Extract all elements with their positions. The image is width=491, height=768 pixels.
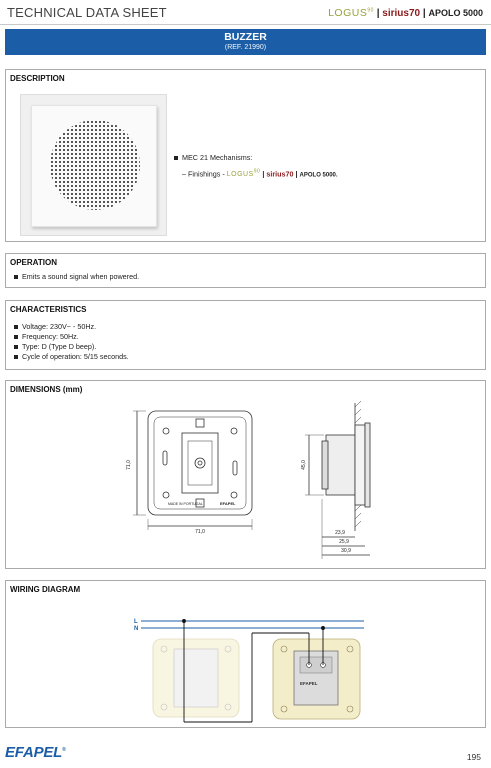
mec-text: MEC 21 Mechanisms: [182, 153, 253, 162]
dimensions-section [5, 380, 486, 569]
page-number: 195 [466, 752, 481, 762]
wiring-section [5, 580, 486, 728]
front-height-label: 71,0 [126, 460, 132, 470]
device-label: EFAPEL [300, 681, 318, 686]
bullet-icon [174, 156, 178, 160]
bullet-icon [14, 355, 18, 359]
plate-text: MADE IN PORTUGAL [168, 502, 203, 506]
front-view-body [182, 433, 218, 493]
apolo-logo: APOLO 5000 [428, 8, 483, 18]
operation-item: Emits a sound signal when powered. [14, 272, 139, 282]
plate-logo: EFAPEL [220, 501, 236, 506]
fin-apolo: APOLO 5000. [299, 172, 338, 179]
header-rule [0, 24, 491, 25]
depth-label-1: 23,9 [335, 530, 345, 536]
speaker-grille-icon [50, 120, 140, 210]
bullet-icon [14, 275, 18, 279]
characteristic-item: Type: D (Type D beep). [14, 342, 129, 352]
document-title: TECHNICAL DATA SHEET [7, 5, 167, 20]
characteristics-section [5, 300, 486, 370]
side-height-label: 45,0 [301, 460, 307, 470]
wiring-drawing [6, 581, 485, 727]
efapel-logo: EFAPEL® [5, 744, 66, 761]
mec-line [174, 153, 252, 163]
fin-sirius: sirius70 [266, 169, 294, 179]
product-photo [20, 94, 167, 236]
logus-logo: LOGUS$^{90}$ [328, 7, 374, 19]
bullet-icon [14, 335, 18, 339]
wiring-heading: WIRING DIAGRAM [10, 585, 81, 594]
brand-separator: | [422, 8, 426, 19]
dimensions-heading: DIMENSIONS (mm) [10, 385, 83, 394]
depth-label-3: 30,9 [341, 548, 351, 554]
bullet-icon [14, 345, 18, 349]
characteristic-item: Frequency: 50Hz. [14, 332, 129, 342]
characteristics-heading: CHARACTERISTICS [10, 305, 87, 314]
description-section [5, 69, 486, 242]
brand-logos [328, 7, 483, 19]
buzzer-plate [31, 105, 157, 227]
brand-separator: | [376, 8, 380, 19]
product-ref: (REF. 21990) [224, 44, 267, 51]
product-name: BUZZER [224, 31, 267, 43]
left-device-body [174, 649, 218, 707]
finishings-line: – Finishings - LOGUS$^{90}$ | sirius70 | APOLO 5000. [182, 169, 338, 179]
description-heading: DESCRIPTION [10, 74, 65, 83]
dimensions-drawing [6, 381, 485, 568]
sirius-logo: sirius70 [382, 8, 421, 19]
side-view-body [326, 435, 355, 495]
bullet-icon [14, 325, 18, 329]
line-N-label: N [134, 626, 139, 632]
characteristic-item: Cycle of operation: 5/15 seconds. [14, 352, 129, 362]
line-L-label: L [134, 619, 138, 625]
fin-logus: LOGUS$^{90}$ [226, 169, 261, 179]
product-banner [5, 29, 486, 55]
operation-section [5, 253, 486, 288]
depth-label-2: 25,9 [339, 539, 349, 545]
front-width-label: 71,0 [195, 529, 205, 535]
characteristics-list [14, 322, 129, 362]
operation-heading: OPERATION [10, 258, 57, 267]
characteristic-item: Voltage: 230V~ - 50Hz. [14, 322, 129, 332]
